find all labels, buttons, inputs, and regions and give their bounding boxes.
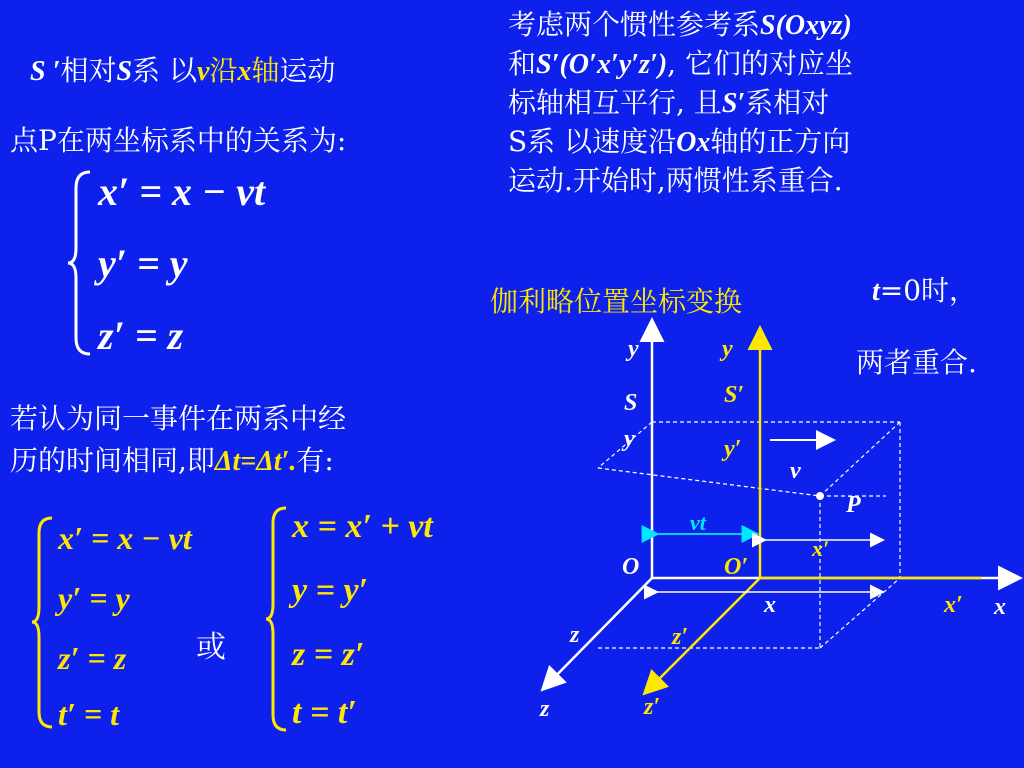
intro-line3: 标轴相互平行, 且S′系相对 [508, 86, 830, 119]
text-axis: 轴 [251, 54, 280, 87]
system1-eq3: z′ = z [98, 313, 184, 358]
s-prime: S ′ [30, 56, 61, 87]
dashed-guides [598, 422, 900, 648]
label-y-mid: y [624, 426, 635, 452]
label-vt: vt [690, 510, 706, 535]
system3-eq2: y = y′ [292, 572, 369, 609]
label-s: S [624, 390, 638, 416]
t0-note: t=0时， [872, 274, 978, 307]
system2-eq1: x′ = x − vt [58, 520, 192, 556]
system2-eq3: z′ = z [58, 640, 127, 676]
label-y-prime-mid: y′ [724, 436, 742, 462]
s-prime-z-axis [646, 578, 760, 692]
system3-eq3: z = z′ [292, 636, 365, 673]
label-z-inner: z [570, 622, 580, 648]
text-relative: 相对 [60, 54, 117, 87]
mid-line1: 若认为同一事件在两系中经 [10, 402, 347, 435]
s-symbol: S [116, 56, 133, 87]
intro-line5: 运动.开始时,两惯性系重合. [508, 164, 843, 197]
point-relation-heading: 点P在两坐标系中的关系为: [10, 124, 347, 157]
label-z-prime-axis: z′ [644, 694, 661, 720]
label-z-prime-inner: z′ [672, 624, 689, 650]
text-along: 沿 [209, 54, 238, 87]
label-v: v [790, 458, 801, 484]
system3-eq4: t = t′ [292, 694, 357, 731]
system2-eq2: y′ = y [58, 580, 130, 616]
v-symbol: v [196, 56, 210, 87]
label-o: O [622, 554, 640, 580]
label-y-prime-top: y [722, 336, 733, 362]
label-s-prime: S′ [724, 382, 745, 408]
text-motion: 运动 [279, 54, 336, 87]
point-p [816, 492, 824, 500]
text-system: 系 以 [132, 54, 197, 87]
t0-note-line2: 两者重合. [856, 346, 977, 379]
section-title: 伽利略位置坐标变换 [490, 285, 743, 318]
label-z-axis: z [540, 696, 550, 722]
label-y: y [628, 336, 639, 362]
system3-eq1: x = x′ + vt [292, 508, 433, 545]
label-x-seg: x [764, 592, 776, 618]
x-symbol: x [237, 56, 252, 87]
intro-line4: S系 以速度沿Ox轴的正方向 [508, 125, 851, 158]
system2-eq4: t′ = t [58, 696, 120, 732]
label-x-prime-seg: x′ [812, 536, 830, 561]
label-x-axis: x [994, 594, 1006, 620]
intro-line2: 和S′(O′x′y′z′), 它们的对应坐 [508, 47, 853, 80]
mid-line2: 历的时间相同,即Δt=Δt′.有: [10, 444, 334, 477]
intro-line1: 考虑两个惯性参考系S(Oxyz) [508, 8, 852, 41]
system1-eq1: x′ = x − vt [98, 169, 266, 214]
label-p: P [846, 492, 861, 518]
or-label: 或 [196, 630, 226, 665]
s-z-axis [544, 578, 652, 688]
label-x-prime-axis: x′ [944, 592, 963, 618]
label-o-prime: O′ [724, 554, 749, 580]
system1-eq2: y′ = y [98, 241, 188, 286]
